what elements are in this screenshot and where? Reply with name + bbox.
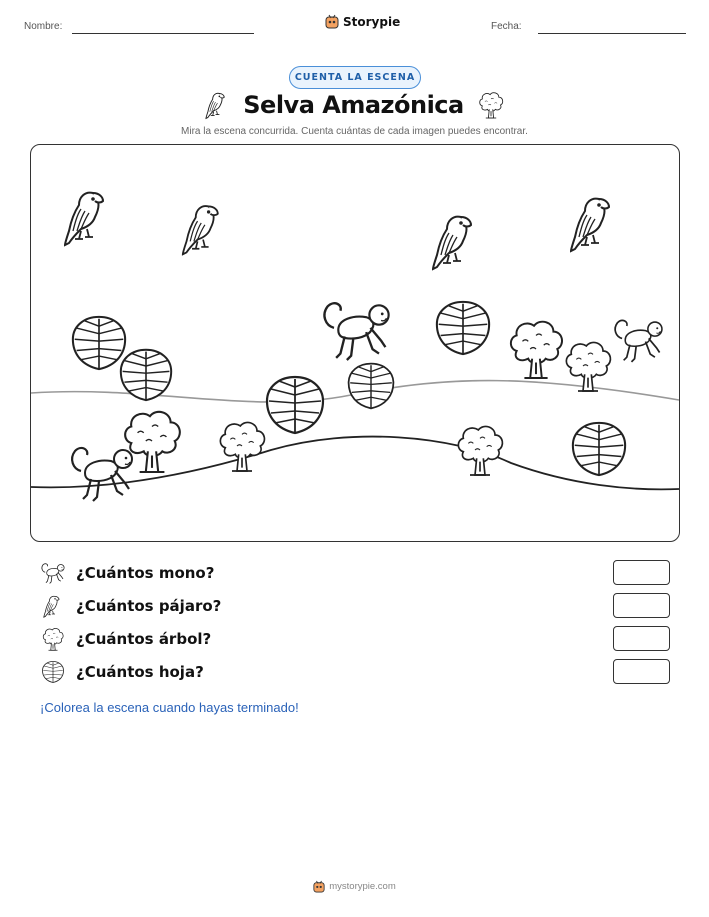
leaf-icon [573,423,625,475]
monkey-icon [72,448,132,501]
name-label: Nombre: [24,21,63,32]
leaf-icon [437,302,489,354]
page-title: Selva Amazónica [243,91,464,119]
parrot-icon [433,217,471,269]
title-row [0,90,709,120]
jungle-scene [30,144,680,542]
tree-icon [125,412,180,472]
storypie-logo-icon [313,880,325,893]
tree-icon [220,422,264,471]
leaf-icon [73,317,125,369]
tree-icon [566,342,610,391]
storypie-logo-icon [325,14,339,29]
leaf-icon [267,377,323,433]
instructions: Mira la escena concurrida. Cuenta cuántas de cada imagen puedes encontrar. [181,126,528,137]
parrot-icon [183,206,218,254]
activity-badge: CUENTA LA ESCENA [289,66,421,89]
question-label: ¿Cuántos mono? [76,564,215,582]
tree-icon [458,426,502,475]
footer [0,880,709,893]
parrot-icon [40,594,66,618]
tree-icon [478,90,504,120]
monkey-icon [324,303,388,360]
monkey-icon [40,561,66,585]
parrot-icon [205,90,229,120]
question-row-monkey [40,560,670,586]
leaf-icon [349,364,394,409]
monkey-icon [615,320,662,361]
name-field[interactable] [72,33,254,34]
coloring-note: ¡Colorea la escena cuando hayas terminado! [40,700,299,715]
brand-name: Storypie [343,14,401,29]
tree-icon [40,627,66,651]
brand-logo [325,14,400,29]
answer-box-leaf[interactable] [613,659,670,684]
question-row-leaf [40,659,670,685]
answer-box-parrot[interactable] [613,593,670,618]
parrot-icon [65,193,103,245]
tree-icon [511,322,562,378]
question-label: ¿Cuántos hoja? [76,663,204,681]
answer-box-monkey[interactable] [613,560,670,585]
question-label: ¿Cuántos árbol? [76,630,212,648]
parrot-icon [571,199,609,251]
footer-url: mystorypie.com [329,881,396,892]
question-label: ¿Cuántos pájaro? [76,597,222,615]
question-row-parrot [40,593,670,619]
answer-box-tree[interactable] [613,626,670,651]
date-field[interactable] [538,33,686,34]
leaf-icon [40,660,66,684]
date-label: Fecha: [491,21,522,32]
question-row-tree [40,626,670,652]
